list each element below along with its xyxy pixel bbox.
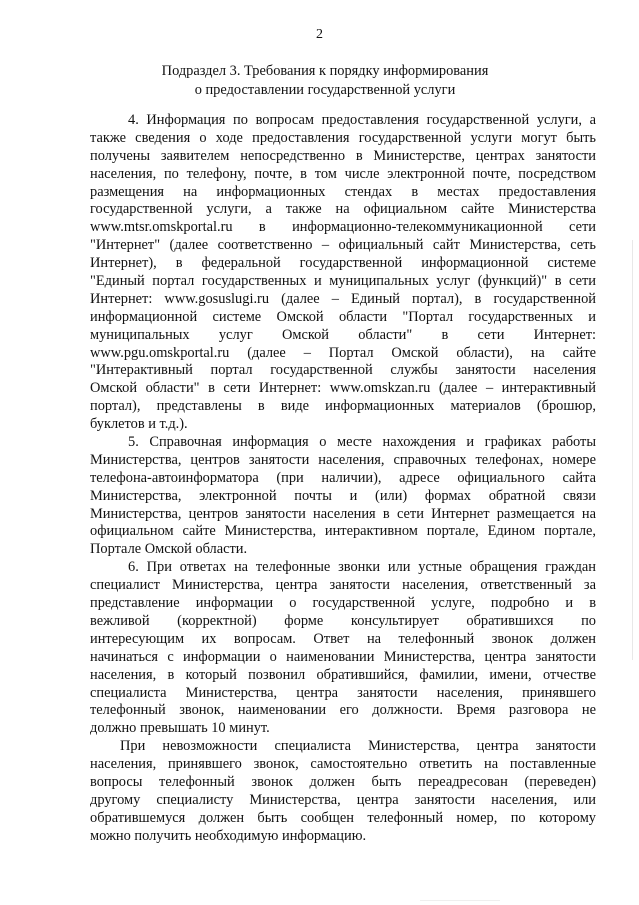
text-line: Портале Омской области. (90, 541, 248, 558)
text-line: интересующим их вопросам. Ответ на телефонный звонок должен (90, 630, 596, 647)
text-line: 4. Информация по вопросам предоставления государственной услуги, а (128, 112, 596, 128)
text-line: также сведения о ходе предоставления государственной услуги могут быть (90, 129, 596, 146)
text-line: При невозможности специалиста Министерства, центра занятости (120, 738, 596, 755)
text-line: Омской области" в сети Интернет: www.omskzan.ru (далее – интерактивный (90, 380, 596, 397)
text-line: можно получить необходимую информацию. (90, 827, 367, 844)
page-number: 2 (316, 27, 323, 42)
text-line: обратившемуся должен быть сообщен телефонный номер, по которому (90, 809, 596, 826)
text-line: "Интернет" (далее соответственно – официальный сайт Министерства, сеть (90, 237, 596, 254)
text-line: населения, по телефону, почте, в том числе электронной почте, посредством (90, 165, 596, 182)
heading-line: Подраздел 3. Требования к порядку информирования (161, 63, 489, 79)
text-line: www.pgu.omskportal.ru (далее – Портал Омской области), на сайте (90, 344, 596, 361)
text-line: телефонный звонок, наименовании его должности. Время разговора не (90, 702, 596, 719)
text-line: специалиста Министерства, центра занятости населения, принявшего (90, 684, 596, 701)
text-line: Интернет), в федеральной государственной информационной системе (90, 255, 596, 272)
text-line: Интернет: www.gosuslugi.ru (далее – Единый портал), в государственной (90, 290, 596, 307)
text-line: www.mtsr.omskportal.ru в информационно-телекоммуникационной сети (90, 219, 596, 236)
section-heading (60, 62, 590, 100)
text-line: государственной услуги, а также на официальном сайте Министерства (90, 201, 596, 218)
text-line: информационной системе Омской области "Портал государственных и (90, 308, 596, 325)
text-line: Министерства, электронной почты и (или) формах обратной связи (90, 487, 596, 504)
text-line: начинаться с информации о наименовании Министерства, центра занятости (90, 648, 596, 665)
text-line: населения, в который позвонил обратившийся, фамилии, имени, отчестве (90, 666, 596, 683)
text-line: вежливой (корректной) форме консультирует обратившихся по (90, 612, 596, 629)
text-line: буклетов и т.д.). (90, 416, 188, 433)
text-line: портал), представлены в виде информационных материалов (брошюр, (90, 398, 596, 415)
text-line: Министерства, центров занятости населения, справочных телефонах, номере (90, 451, 596, 468)
text-line: должно превышать 10 минут. (90, 720, 270, 737)
text-line: 6. При ответах на телефонные звонки или устные обращения граждан (128, 559, 596, 576)
text-line: представление информации о государственной услуге, подробно и в (90, 595, 596, 612)
scan-edge-mark (420, 900, 500, 901)
scan-edge-mark (632, 240, 633, 660)
paragraph-6 (90, 559, 596, 738)
text-line: другому специалисту Министерства, центра занятости населения, или (90, 791, 596, 808)
text-line: специалист Министерства, центра занятости населения, ответственный за (90, 577, 596, 594)
paragraph-4 (90, 112, 596, 434)
document-body (90, 112, 596, 846)
text-line: телефона-автоинформатора (при наличии), адресе официального сайта (90, 469, 596, 486)
text-line: "Единый портал государственных и муниципальных услуг (функций)" в сети (90, 273, 596, 290)
text-line: размещения на информационных стендах в местах предоставления (90, 183, 596, 200)
text-line: официальном сайте Министерства, интерактивном портале, Едином портале, (90, 523, 596, 540)
text-line: муниципальных услуг Омской области" в сети Интернет: (90, 326, 596, 343)
text-line: 5. Справочная информация о месте нахождения и графиках работы (128, 434, 596, 451)
text-line: вопросы телефонный звонок должен быть переадресован (переведен) (90, 773, 596, 790)
paragraph-6-continuation (90, 738, 596, 845)
text-line: Министерства, центров занятости населения в сети Интернет размещается на (90, 505, 596, 522)
text-line: получены заявителем непосредственно в Министерстве, центрах занятости (90, 147, 596, 164)
paragraph-5 (90, 434, 596, 559)
text-line: населения, принявшего звонок, самостоятельно ответить на поставленные (90, 756, 596, 773)
text-line: "Интерактивный портал государственной службы занятости населения (90, 362, 596, 379)
heading-line: о предоставлении государственной услуги (194, 82, 456, 98)
